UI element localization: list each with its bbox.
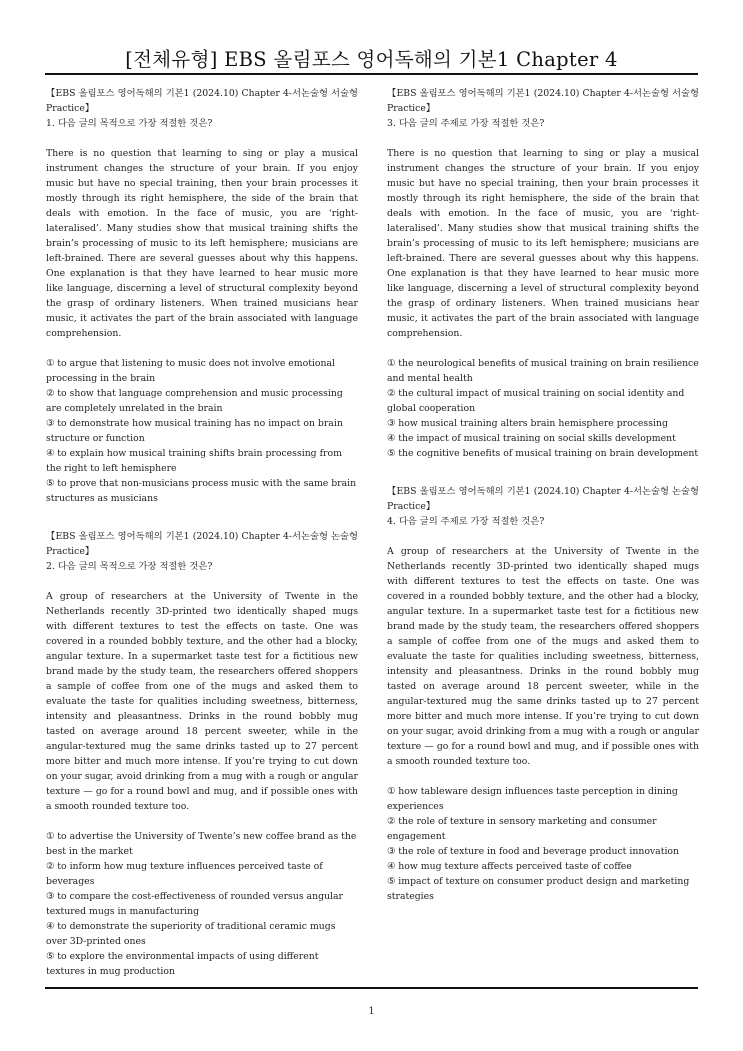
answer-option-4: ④ the impact of musical training on social skills development xyxy=(387,433,676,444)
answer-option-4: ④ to demonstrate the superiority of traditional ceramic mugs over 3D-printed ones xyxy=(46,921,336,947)
answer-options xyxy=(46,356,358,506)
question-prompt: 4. 다음 글의 주제로 가장 적절한 것은? xyxy=(387,516,545,527)
question-1 xyxy=(46,86,358,506)
question-source-header: 【EBS 올림포스 영어독해의 기본1 (2024.10) Chapter 4-서논술형 서술형 Practice】 xyxy=(387,88,699,114)
question-3 xyxy=(387,86,699,461)
answer-option-5: ⑤ the cognitive benefits of musical training on brain development xyxy=(387,448,699,459)
question-source-header: 【EBS 올림포스 영어독해의 기본1 (2024.10) Chapter 4-서논술형 논술형 Practice】 xyxy=(46,531,358,557)
question-passage: There is no question that learning to sing or play a musical instrument changes the structure of your brain. If you enjoy music but have no special training, then your brain processes it mostly through its right hemisphere, the side of the brain that deals with emotion. In the face of music, you are ‘right-lateralised’. Many studies show that musical training shifts the brain’s processing of music to its left hemisphere; musicians are left-brained. There are several guesses about why this happens. One explanation is that they have learned to hear music more like language, discerning a level of structural complexity beyond the grasp of ordinary listeners. When trained musicians hear music, it activates the part of the brain associated with language comprehension. xyxy=(46,148,358,339)
answer-option-2: ② to inform how mug texture influences perceived taste of beverages xyxy=(46,861,323,887)
answer-option-1: ① the neurological benefits of musical training on brain resilience and mental health xyxy=(387,358,699,384)
answer-option-1: ① to advertise the University of Twente’s new coffee brand as the best in the market xyxy=(46,831,357,857)
answer-option-3: ③ the role of texture in food and beverage product innovation xyxy=(387,846,680,857)
answer-option-2: ② the cultural impact of musical training on social identity and global cooperation xyxy=(387,388,685,414)
question-source-header: 【EBS 올림포스 영어독해의 기본1 (2024.10) Chapter 4-서논술형 서술형 Practice】 xyxy=(46,88,358,114)
answer-option-3: ③ to demonstrate how musical training has no impact on brain structure or function xyxy=(46,418,343,444)
question-prompt: 1. 다음 글의 목적으로 가장 적절한 것은? xyxy=(46,118,213,129)
answer-options xyxy=(387,784,699,904)
answer-options xyxy=(46,829,358,979)
question-passage: A group of researchers at the University of Twente in the Netherlands recently 3D-printed two identically shaped mugs with different textures to test the effects on taste. One was covered in a rounded bobbly texture, and the other had a blocky, angular texture. In a supermarket taste test for a fictitious new brand made by the study team, the researchers offered shoppers a sample of coffee from one of the mugs and asked them to evaluate the taste for qualities including sweetness, bitterness, intensity and pleasantness. Drinks in the round bobbly mug tasted on average around 18 percent sweeter, while in the angular-textured mug the same drinks tasted up to 27 percent more bitter and much more intense. If you’re trying to cut down on your sugar, avoid drinking from a mug with a rough or angular texture — go for a round bowl and mug, and if possible ones with a smooth rounded texture too. xyxy=(46,591,358,812)
answer-option-4: ④ how mug texture affects perceived taste of coffee xyxy=(387,861,632,872)
page-title: [전체유형] EBS 올림포스 영어독해의 기본1 Chapter 4 xyxy=(125,48,618,71)
question-2 xyxy=(46,529,358,979)
answer-option-2: ② the role of texture in sensory marketing and consumer engagement xyxy=(387,816,657,842)
question-prompt: 2. 다음 글의 목적으로 가장 적절한 것은? xyxy=(46,561,213,572)
question-source-header: 【EBS 올림포스 영어독해의 기본1 (2024.10) Chapter 4-서논술형 논술형 Practice】 xyxy=(387,486,699,512)
answer-option-5: ⑤ impact of texture on consumer product design and marketing strategies xyxy=(387,876,690,902)
answer-option-3: ③ how musical training alters brain hemisphere processing xyxy=(387,418,668,429)
answer-option-4: ④ to explain how musical training shifts brain processing from the right to left hemisphere xyxy=(46,448,342,474)
page-number: 1 xyxy=(368,1006,375,1017)
question-4 xyxy=(387,484,699,904)
header-divider xyxy=(45,73,698,75)
answer-option-1: ① how tableware design influences taste perception in dining experiences xyxy=(387,786,678,812)
question-prompt: 3. 다음 글의 주제로 가장 적절한 것은? xyxy=(387,118,545,129)
question-passage: There is no question that learning to sing or play a musical instrument changes the structure of your brain. If you enjoy music but have no special training, then your brain processes it mostly through its right hemisphere, the side of the brain that deals with emotion. In the face of music, you are ‘right-lateralised’. Many studies show that musical training shifts the brain’s processing of music to its left hemisphere; musicians are left-brained. There are several guesses about why this happens. One explanation is that they have learned to hear music more like language, discerning a level of structural complexity beyond the grasp of ordinary listeners. When trained musicians hear music, it activates the part of the brain associated with language comprehension. xyxy=(387,148,699,339)
answer-option-1: ① to argue that listening to music does not involve emotional processing in the brain xyxy=(46,358,335,384)
answer-option-5: ⑤ to prove that non-musicians process music with the same brain structures as musicians xyxy=(46,478,357,504)
answer-options xyxy=(387,356,699,461)
question-passage: A group of researchers at the University of Twente in the Netherlands recently 3D-printed two identically shaped mugs with different textures to test the effects on taste. One was covered in a rounded bobbly texture, and the other had a blocky, angular texture. In a supermarket taste test for a fictitious new brand made by the study team, the researchers offered shoppers a sample of coffee from one of the mugs and asked them to evaluate the taste for qualities including sweetness, bitterness, intensity and pleasantness. Drinks in the round bobbly mug tasted on average around 18 percent sweeter, while in the angular-textured mug the same drinks tasted up to 27 percent more bitter and much more intense. If you’re trying to cut down on your sugar, avoid drinking from a mug with a rough or angular texture — go for a round bowl and mug, and if possible ones with a smooth rounded texture too. xyxy=(387,546,699,767)
answer-option-2: ② to show that language comprehension and music processing are completely unrelated in the brain xyxy=(46,388,343,414)
answer-option-5: ⑤ to explore the environmental impacts of using different textures in mug production xyxy=(46,951,319,977)
answer-option-3: ③ to compare the cost-effectiveness of rounded versus angular textured mugs in manufacturing xyxy=(46,891,343,917)
footer-divider xyxy=(45,987,698,989)
